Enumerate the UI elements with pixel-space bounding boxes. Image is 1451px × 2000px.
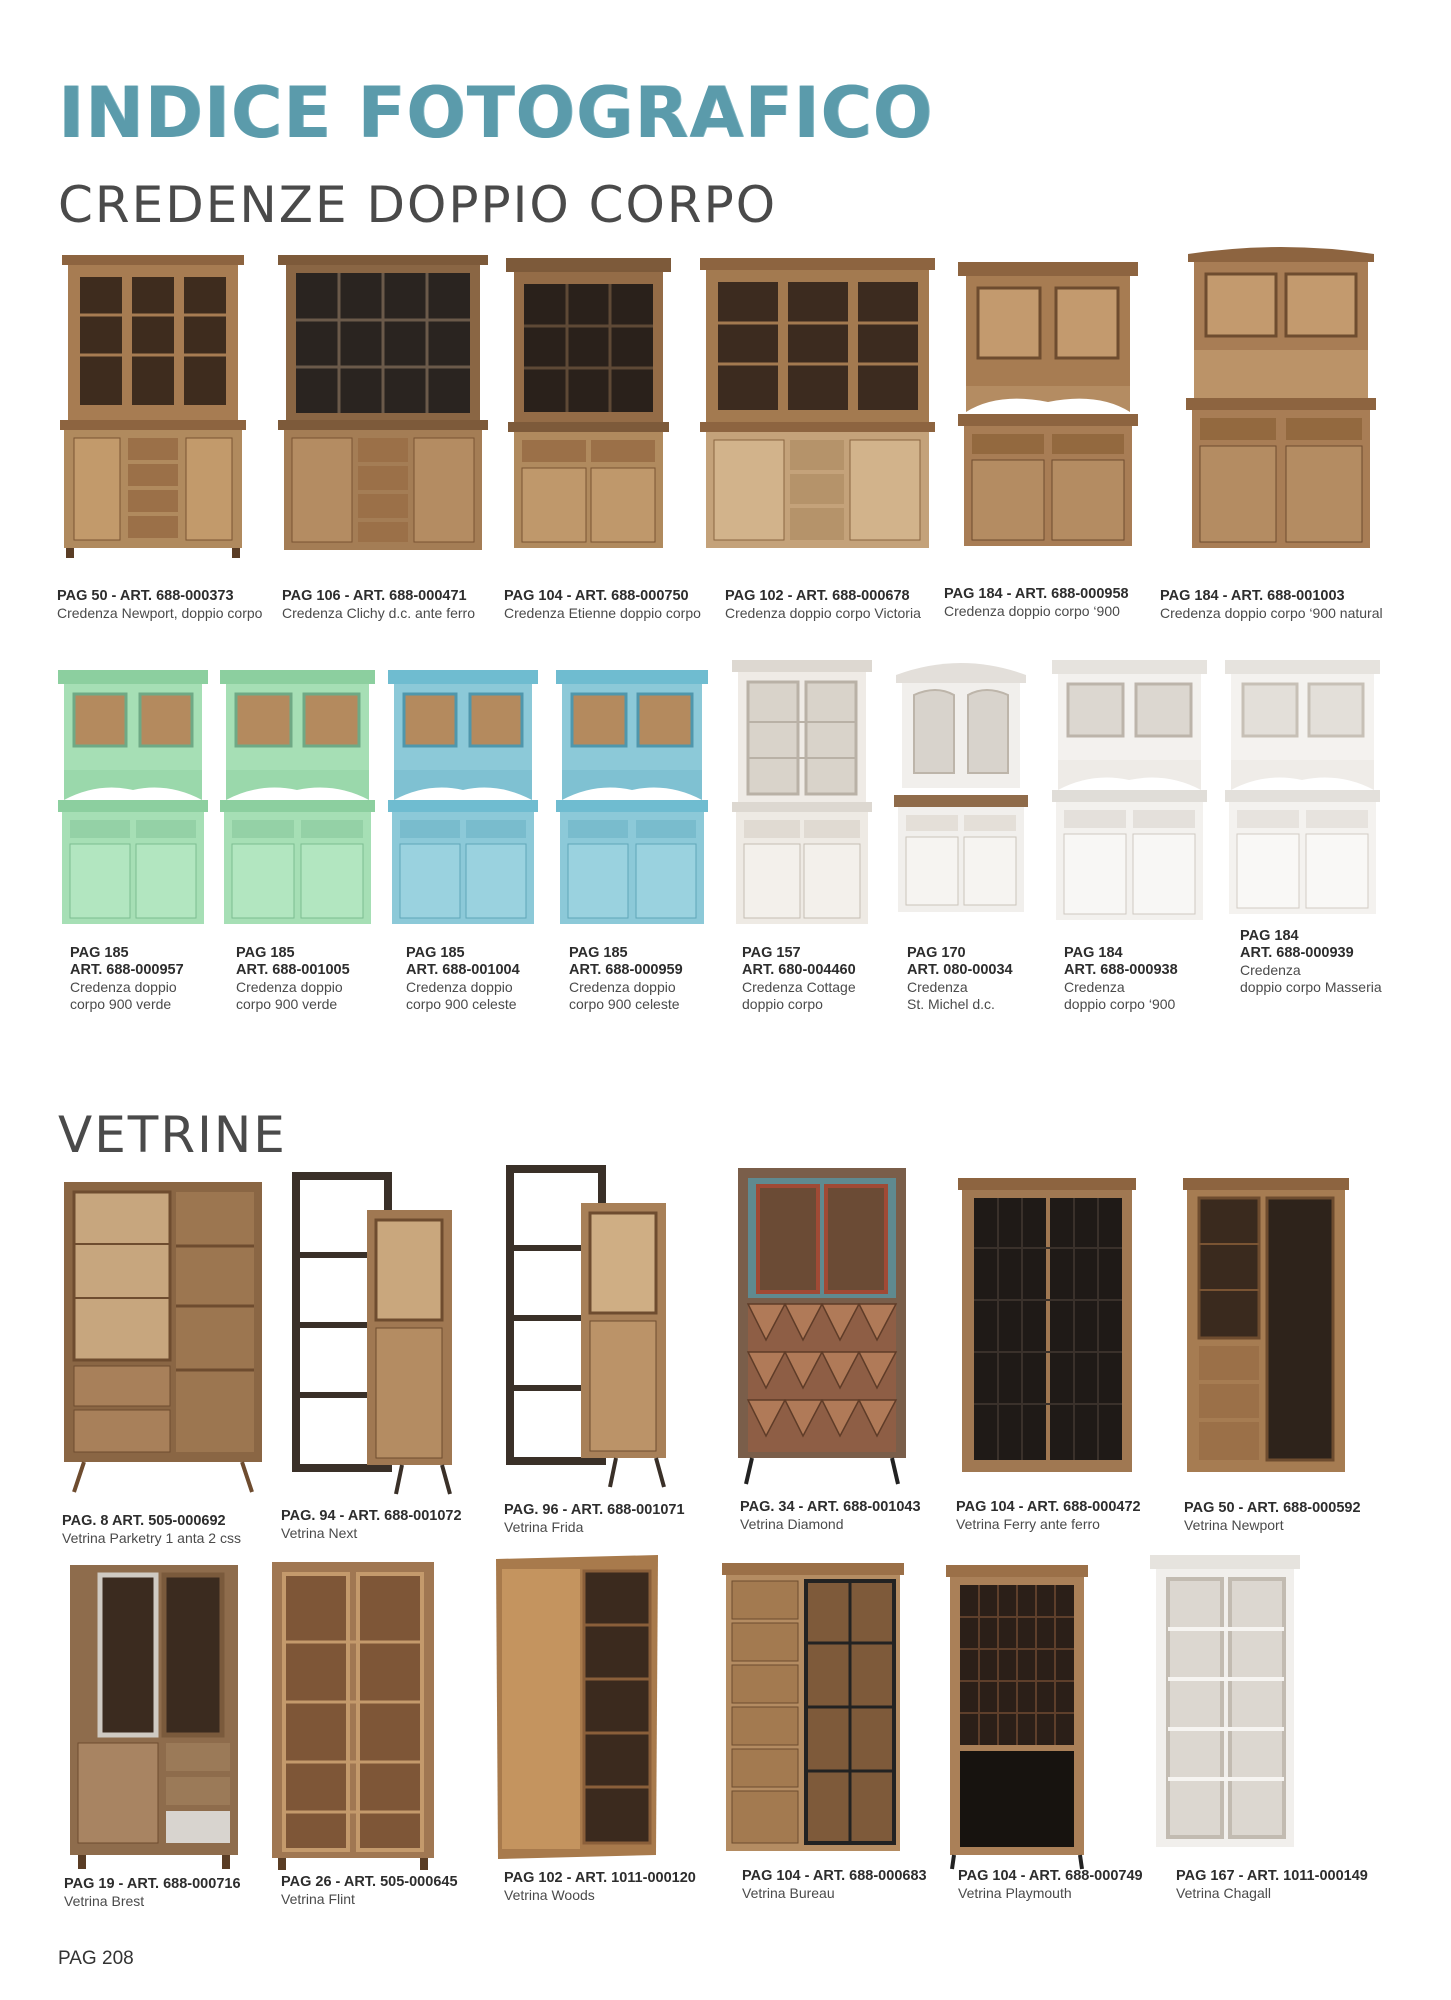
- caption-credenza-7: PAG 185 ART. 688-000957 Credenza doppio corpo 900 verde: [70, 945, 184, 1012]
- caption-vetrina-7: PAG 19 - ART. 688-000716 Vetrina Brest: [64, 1876, 241, 1909]
- caption-vetrina-2: PAG. 94 - ART. 688-001072 Vetrina Next: [281, 1508, 462, 1541]
- caption-credenza-13: PAG 184 ART. 688-000938 Credenza doppio corpo ‘900: [1064, 945, 1178, 1012]
- caption-credenza-9: PAG 185 ART. 688-001004 Credenza doppio corpo 900 celeste: [406, 945, 520, 1012]
- caption-credenza-6: PAG 184 - ART. 688-001003 Credenza doppio corpo ‘900 natural: [1160, 588, 1383, 621]
- product-image-vetrina-flint: [272, 1562, 434, 1870]
- caption-credenza-2: PAG 106 - ART. 688-000471 Credenza Clichy d.c. ante ferro: [282, 588, 475, 621]
- caption-credenza-12: PAG 170 ART. 080-00034 Credenza St. Michel d.c.: [907, 945, 1013, 1012]
- product-image-credenza-newport: [58, 255, 248, 560]
- caption-credenza-14: PAG 184 ART. 688-000939 Credenza doppio corpo Masseria: [1240, 928, 1382, 995]
- product-image-credenza-celeste-2: [556, 670, 708, 932]
- product-image-credenza-cottage: [732, 660, 872, 932]
- product-image-credenza-clichy: [278, 255, 488, 560]
- page-number-value: 208: [102, 1948, 134, 1969]
- caption-vetrina-11: PAG 104 - ART. 688-000749 Vetrina Playmouth: [958, 1868, 1143, 1901]
- page-number: [58, 1948, 134, 1970]
- product-image-vetrina-frida: [506, 1165, 676, 1490]
- section-title-vetrine: VETRINE: [58, 1106, 287, 1164]
- page-label: PAG: [58, 1948, 97, 1969]
- caption-vetrina-5: PAG 104 - ART. 688-000472 Vetrina Ferry ante ferro: [956, 1499, 1141, 1532]
- caption-vetrina-1: PAG. 8 ART. 505-000692 Vetrina Parketry 1 anta 2 css: [62, 1513, 241, 1546]
- product-image-credenza-victoria: [700, 258, 935, 560]
- product-image-credenza-etienne: [506, 258, 671, 560]
- product-image-credenza-celeste-1: [388, 670, 538, 932]
- product-image-credenza-900-natural: [1186, 240, 1376, 560]
- caption-vetrina-12: PAG 167 - ART. 1011-000149 Vetrina Chagall: [1176, 1868, 1368, 1901]
- product-image-vetrina-parketry: [64, 1182, 262, 1494]
- caption-credenza-8: PAG 185 ART. 688-001005 Credenza doppio corpo 900 verde: [236, 945, 350, 1012]
- product-image-vetrina-bureau: [722, 1563, 904, 1861]
- section-title-credenze: CREDENZE DOPPIO CORPO: [58, 176, 778, 234]
- caption-credenza-5: PAG 184 - ART. 688-000958 Credenza doppio corpo ‘900: [944, 586, 1129, 619]
- product-image-credenza-900-bianca: [1052, 660, 1207, 930]
- caption-vetrina-10: PAG 104 - ART. 688-000683 Vetrina Bureau: [742, 1868, 927, 1901]
- caption-vetrina-6: PAG 50 - ART. 688-000592 Vetrina Newport: [1184, 1500, 1361, 1533]
- product-image-vetrina-brest: [70, 1565, 238, 1870]
- product-image-vetrina-ferry: [958, 1178, 1136, 1480]
- product-image-vetrina-next: [292, 1172, 462, 1497]
- product-image-vetrina-newport: [1183, 1178, 1349, 1478]
- caption-vetrina-9: PAG 102 - ART. 1011-000120 Vetrina Woods: [504, 1870, 696, 1903]
- product-image-vetrina-woods: [496, 1555, 658, 1867]
- caption-credenza-4: PAG 102 - ART. 688-000678 Credenza doppio corpo Victoria: [725, 588, 921, 621]
- caption-credenza-10: PAG 185 ART. 688-000959 Credenza doppio corpo 900 celeste: [569, 945, 683, 1012]
- page-title: INDICE FOTOGRAFICO: [58, 72, 934, 154]
- product-image-credenza-masseria: [1225, 660, 1380, 922]
- caption-vetrina-4: PAG. 34 - ART. 688-001043 Vetrina Diamond: [740, 1499, 921, 1532]
- product-image-credenza-verde-1: [58, 670, 208, 932]
- product-image-credenza-st-michel: [892, 655, 1030, 920]
- caption-credenza-3: PAG 104 - ART. 688-000750 Credenza Etienne doppio corpo: [504, 588, 701, 621]
- caption-credenza-1: PAG 50 - ART. 688-000373 Credenza Newport, doppio corpo: [57, 588, 263, 621]
- product-image-vetrina-diamond: [738, 1168, 906, 1486]
- product-image-vetrina-playmouth: [946, 1565, 1088, 1870]
- caption-vetrina-8: PAG 26 - ART. 505-000645 Vetrina Flint: [281, 1874, 458, 1907]
- product-image-credenza-900: [958, 262, 1138, 560]
- product-image-vetrina-chagall: [1150, 1555, 1300, 1855]
- product-image-credenza-verde-2: [220, 670, 375, 932]
- caption-vetrina-3: PAG. 96 - ART. 688-001071 Vetrina Frida: [504, 1502, 685, 1535]
- caption-credenza-11: PAG 157 ART. 680-004460 Credenza Cottage doppio corpo: [742, 945, 856, 1012]
